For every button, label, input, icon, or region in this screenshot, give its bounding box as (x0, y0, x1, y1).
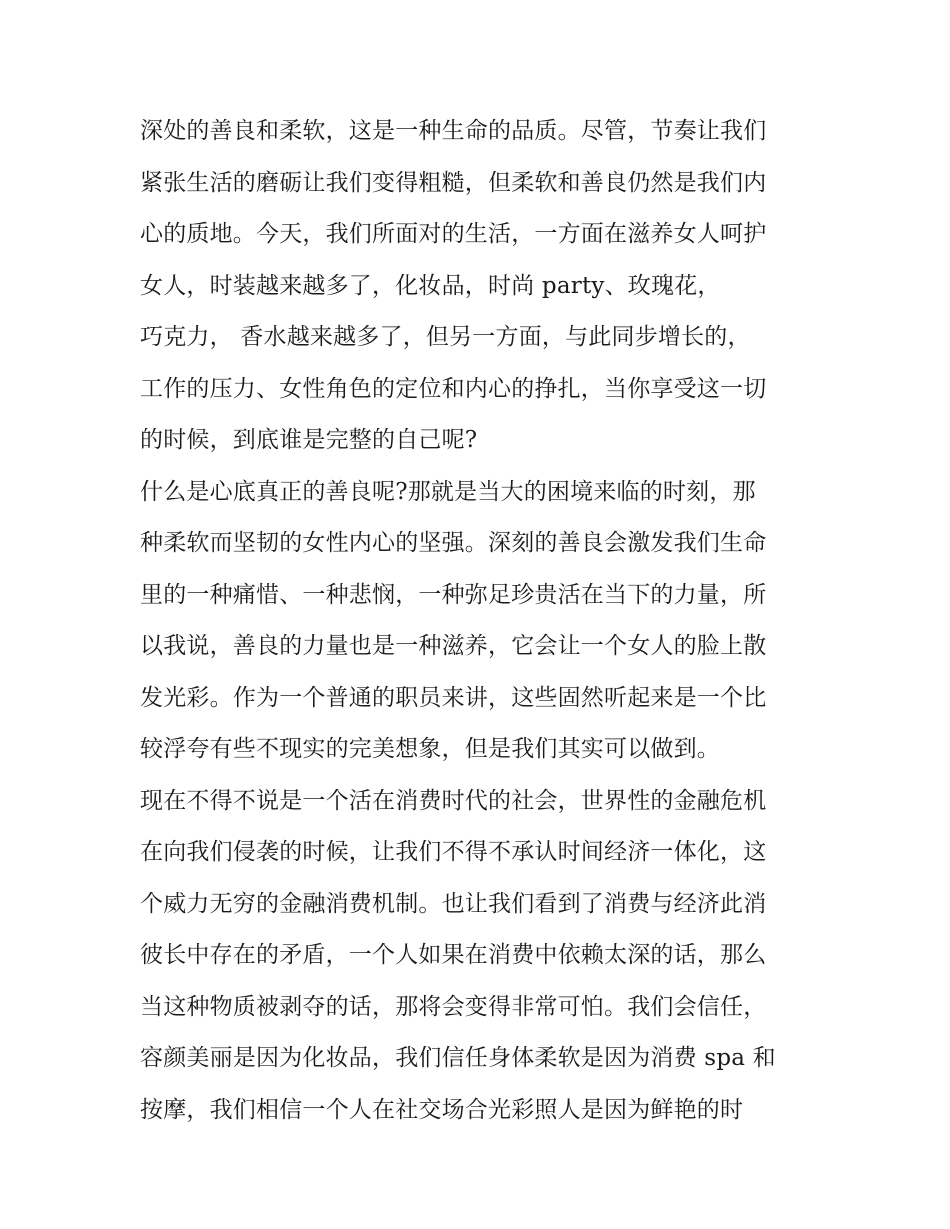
text-line: 彼长中存在的矛盾，一个人如果在消费中依赖太深的话，那么 (140, 942, 767, 968)
text-line: 个威力无穷的金融消费机制。也让我们看到了消费与经济此消 (140, 890, 767, 917)
text-line: 以我说，善良的力量也是一种滋养，它会让一个女人的脸上散 (140, 633, 767, 659)
text-line: 巧克力， 香水越来越多了，但另一方面，与此同步增长的， (140, 324, 751, 350)
text-line: 的时候，到底谁是完整的自己呢? (140, 427, 478, 453)
text-line: 工作的压力、女性角色的定位和内心的挣扎，当你享受这一切 (140, 375, 767, 402)
body-text (140, 106, 820, 1136)
text-line: 现在不得不说是一个活在消费时代的社会，世界性的金融危机 (140, 787, 767, 814)
text-line: 女人，时装越来越多了，化妆品，时尚 party、玫瑰花， (140, 272, 721, 299)
text-line: 发光彩。作为一个普通的职员来讲，这些固然听起来是一个比 (140, 684, 767, 711)
text-line: 里的一种痛惜、一种悲悯，一种弥足珍贵活在当下的力量，所 (140, 581, 767, 608)
text-line: 种柔软而坚韧的女性内心的坚强。深刻的善良会激发我们生命 (140, 530, 767, 556)
text-line: 什么是心底真正的善良呢?那就是当大的困境来临的时刻，那 (140, 478, 756, 505)
text-line: 深处的善良和柔软，这是一种生命的品质。尽管，节奏让我们 (140, 118, 767, 144)
text-line: 紧张生活的磨砺让我们变得粗糙，但柔软和善良仍然是我们内 (140, 169, 767, 196)
text-line: 在向我们侵袭的时候，让我们不得不承认时间经济一体化，这 (140, 839, 767, 865)
text-line: 心的质地。今天，我们所面对的生活，一方面在滋养女人呵护 (140, 221, 767, 247)
text-line: 按摩，我们相信一个人在社交场合光彩照人是因为鲜艳的时 (140, 1096, 744, 1123)
text-line: 当这种物质被剥夺的话，那将会变得非常可怕。我们会信任， (140, 993, 767, 1020)
text-line: 容颜美丽是因为化妆品，我们信任身体柔软是因为消费 spa 和 (140, 1045, 776, 1071)
text-line: 较浮夸有些不现实的完美想象，但是我们其实可以做到。 (140, 736, 720, 762)
